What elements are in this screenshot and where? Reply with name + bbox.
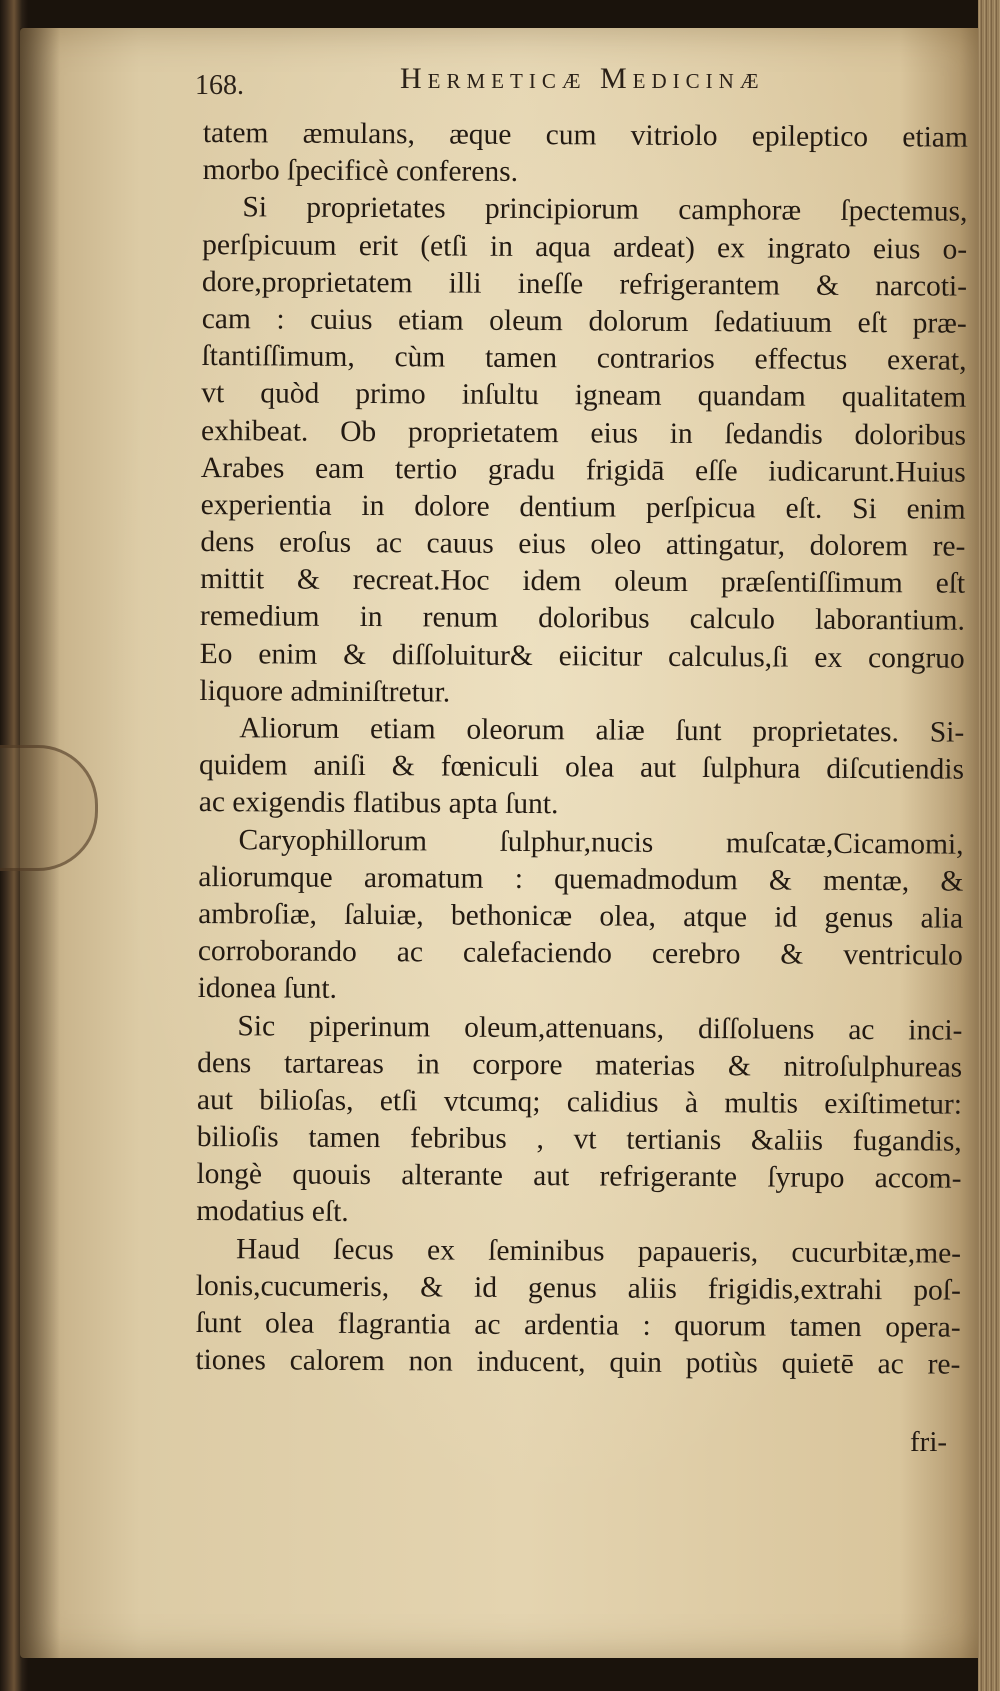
text-line: Aliorum etiam oleorum aliæ ſunt proprietates. Si- xyxy=(239,712,965,749)
text-line: Arabes eam tertio gradu frigidā eſſe iudicarunt.Huius xyxy=(200,451,966,489)
text-line: dens tartareas in corpore materias & nitroſulphureas xyxy=(197,1046,963,1084)
text-line: bilioſis tamen febribus , vt tertianis &aliis fugandis, xyxy=(196,1121,962,1158)
text-line: liquore adminiſtretur. xyxy=(199,674,451,709)
text-line: Si proprietates principiorum camphoræ ſpectemus, xyxy=(242,191,968,229)
page-header xyxy=(195,62,915,102)
text-line: dens eroſus ac cauus eius oleo attingatur, dolorem re- xyxy=(200,526,966,563)
text-line: longè quouis alterante aut refrigerante ſyrupo accom- xyxy=(196,1158,962,1195)
text-line: ambroſiæ, ſaluiæ, bethonicæ olea, atque id genus alia xyxy=(198,897,964,935)
text-line: Sic piperinum oleum,attenuans, diſſoluens ac inci- xyxy=(237,1009,963,1047)
text-line: lonis,cucumeris, & id genus aliis frigidis,extrahi poſ- xyxy=(195,1269,961,1307)
body-text xyxy=(195,115,968,1384)
text-line: tatem æmulans, æque cum vitriolo epileptico etiam xyxy=(202,116,968,154)
page-edges xyxy=(978,0,1000,1691)
text-line: Haud ſecus ex ſeminibus papaueris, cucurbitæ,me- xyxy=(235,1232,962,1270)
text-line: ſunt olea flagrantia ac ardentia : quorum tamen opera- xyxy=(195,1306,961,1344)
text-line: morbo ſpecificè conferens. xyxy=(202,154,519,189)
text-line: remedium in renum doloribus calculo laborantium. xyxy=(199,600,966,638)
text-line: aut bilioſas, etſi vtcumq; calidius à multis exiſtimetur: xyxy=(196,1083,963,1121)
text-line: modatius eſt. xyxy=(196,1195,349,1229)
text-line: exhibeat. Ob proprietatem eius in ſedandis doloribus xyxy=(200,414,967,452)
page-number: 168. xyxy=(195,70,244,101)
catchword: fri- xyxy=(910,1426,948,1458)
text-line: vt quòd primo inſultu igneam quandam qualitatem xyxy=(201,377,967,414)
text-line: aliorumque aromatum : quemadmodum & mentæ, & xyxy=(198,860,964,898)
text-line: idonea ſunt. xyxy=(197,972,338,1006)
text-line: ſtantiſſimum, cùm tamen contrarios effectus exerat, xyxy=(201,340,967,377)
text-line: perſpicuum erit (etſi in aqua ardeat) ex ingrato eius o- xyxy=(202,228,968,266)
text-line: tiones calorem non inducent, quin potiùs quietē ac re- xyxy=(195,1344,961,1381)
text-line: Eo enim & diſſoluitur& eiicitur calculus,ſi ex congruo xyxy=(199,637,965,675)
text-line: quidem aniſi & fœniculi olea aut ſulphura diſcutiendis xyxy=(198,749,965,786)
text-line: ac exigendis flatibus apta ſunt. xyxy=(198,786,559,821)
text-line: dore,proprietatem illi ineſſe refrigerantem & narcoti- xyxy=(201,265,968,303)
text-line: experientia in dolore dentium perſpicua eſt. Si enim xyxy=(200,488,966,526)
running-title: Hermeticæ Medicinæ xyxy=(400,62,765,95)
text-line: corroborando ac calefaciendo cerebro & ventriculo xyxy=(197,935,963,972)
text-line: mittit & recreat.Hoc idem oleum præſentiſſimum eſt xyxy=(200,563,966,600)
text-line: cam : cuius etiam oleum dolorum ſedatiuum eſt præ- xyxy=(201,302,967,340)
text-line: Caryophillorum ſulphur,nucis muſcatæ,Cicamomi, xyxy=(238,823,964,861)
